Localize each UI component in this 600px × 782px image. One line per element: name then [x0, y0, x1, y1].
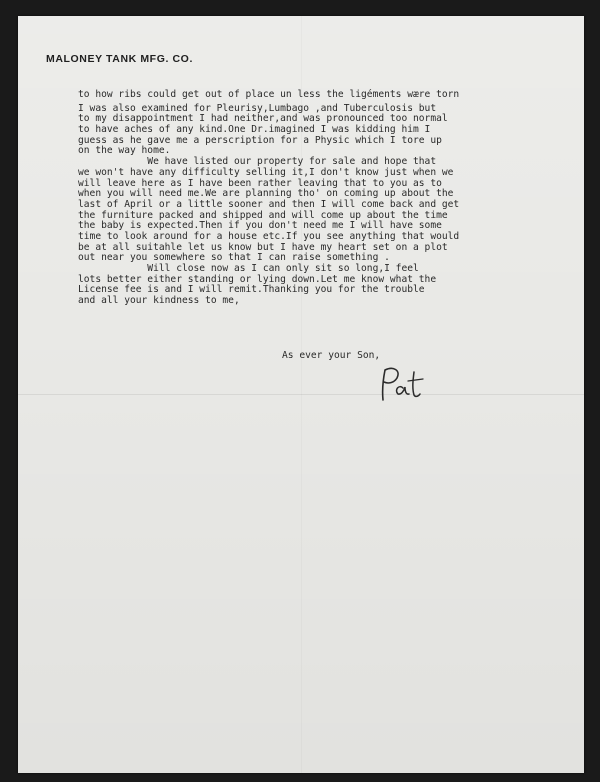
letter-line: be at all suitahle let us know but I have my heart set on a plot: [78, 241, 448, 253]
letter-line: to my disappointment I had neither,and was pronounced too normal: [78, 113, 448, 125]
letter-line: we won't have any difficulty selling it,I don't know just when we: [78, 166, 454, 178]
letter-page: [18, 16, 584, 773]
letterhead-company-name: MALONEY TANK MFG. CO.: [46, 53, 193, 65]
letter-line: the furniture packed and shipped and will come up about the time: [78, 209, 448, 221]
letter-line: lots better either standing or lying down.Let me know what the: [78, 273, 437, 285]
letter-line: last of April or a little sooner and then I will come back and get: [78, 198, 460, 210]
letter-line: on the way home.: [78, 145, 171, 157]
letter-closing: As ever your Son,: [282, 350, 381, 361]
letter-line: to have aches of any kind.One Dr.imagined I was kidding him I: [78, 124, 431, 136]
letter-line: I was also examined for Pleurisy,Lumbago ,and Tuberculosis but: [78, 102, 437, 114]
letter-line: We have listed our property for sale and hope that: [78, 156, 437, 168]
letter-line: Will close now as I can only sit so long,I feel: [78, 263, 419, 274]
letter-line: to how ribs could get out of place un less the ligéments wære torn: [78, 89, 460, 100]
letter-line: time to look around for a house etc.If you see anything that would: [78, 230, 460, 242]
handwritten-signature: [373, 364, 433, 406]
letter-line: and all your kindness to me,: [78, 295, 240, 307]
letter-line: the baby is expected.Then if you don't need me I will have some: [78, 220, 442, 232]
letter-line: when you will need me.We are planning tho' on coming up about the: [78, 188, 454, 200]
letter-line: will leave here as I have been rather leaving that to you as to: [78, 177, 442, 189]
letter-line: guess as he gave me a perscription for a Physic which I tore up: [78, 134, 442, 146]
letter-body: [78, 90, 583, 307]
letter-line: License fee is and I will remit.Thanking you for the trouble: [78, 284, 425, 296]
letter-line: out near you somewhere so that I can raise something .: [78, 252, 390, 264]
